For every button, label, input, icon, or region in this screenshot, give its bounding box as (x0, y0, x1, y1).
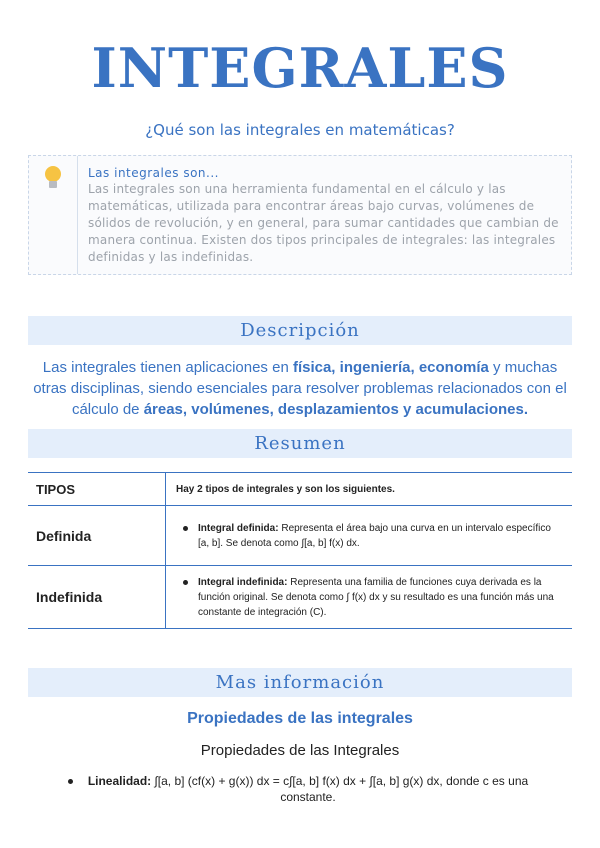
table-row (28, 506, 572, 566)
properties-subheading: Propiedades de las Integrales (200, 742, 400, 759)
properties-heading: Propiedades de las integrales (187, 710, 413, 727)
section-heading-descripcion: Descripción (28, 316, 572, 345)
term-label: Integral definida: (198, 522, 279, 534)
description-paragraph (28, 357, 572, 420)
term-label: Integral indefinida: (198, 576, 288, 588)
lightbulb-icon (45, 166, 61, 190)
info-callout (28, 155, 572, 275)
callout-text (78, 156, 571, 274)
description-text-1: Las integrales tienen aplicaciones en (42, 359, 293, 376)
summary-table (28, 472, 572, 629)
page-title: INTEGRALES (91, 36, 509, 100)
description-bold-2: áreas, volúmenes, desplazamientos y acumulaciones. (143, 401, 529, 418)
callout-body: Las integrales son una herramienta fundamental en el cálculo y las matemáticas, utilizada para encontrar áreas bajo curvas, volúmenes de sólidos de revolución, y en general, para sumar cantidades que cambian de manera continua. Existen dos tipos principales de integrales: las integrales definidas y las indefinidas. (88, 182, 559, 264)
table-row (28, 566, 572, 629)
bullet-dot (68, 779, 73, 784)
term-text: Representa el área bajo una curva en un intervalo específico [a, b]. Se denota como ∫[a, b] f(x) dx. (198, 522, 551, 549)
list-item (198, 521, 562, 551)
term-text: Representa una familia de funciones cuya derivada es la función original. Se denota como ∫ f(x) dx y su resultado es una función más una constante de integración (C). (198, 576, 554, 618)
description-text-2: y muchas otras disciplinas, siendo esenciales para resolver problemas relacionados con el cálculo de (33, 359, 567, 418)
table-cell-detail (166, 566, 572, 628)
page-subtitle: ¿Qué son las integrales en matemáticas? (145, 121, 455, 139)
table-cell-detail (166, 506, 572, 565)
list-item (198, 575, 562, 620)
table-cell-tipo: Definida (28, 506, 166, 565)
table-header-row (28, 473, 572, 506)
list-item (68, 773, 548, 805)
table-header-tipos: TIPOS (28, 473, 166, 505)
table-cell-tipo: Indefinida (28, 566, 166, 628)
term-label: Linealidad: (87, 774, 152, 788)
table-header-description: Hay 2 tipos de integrales y son los siguientes. (176, 483, 395, 495)
callout-icon-column (29, 156, 78, 274)
section-heading-mas-informacion: Mas información (28, 668, 572, 697)
description-bold-1: física, ingeniería, economía (292, 359, 489, 376)
section-heading-resumen: Resumen (28, 429, 572, 458)
term-text: ∫[a, b] (cf(x) + g(x)) dx = c∫[a, b] f(x) dx + ∫[a, b] g(x) dx, donde c es una constante. (151, 774, 529, 804)
callout-heading: Las integrales son... (88, 166, 219, 180)
